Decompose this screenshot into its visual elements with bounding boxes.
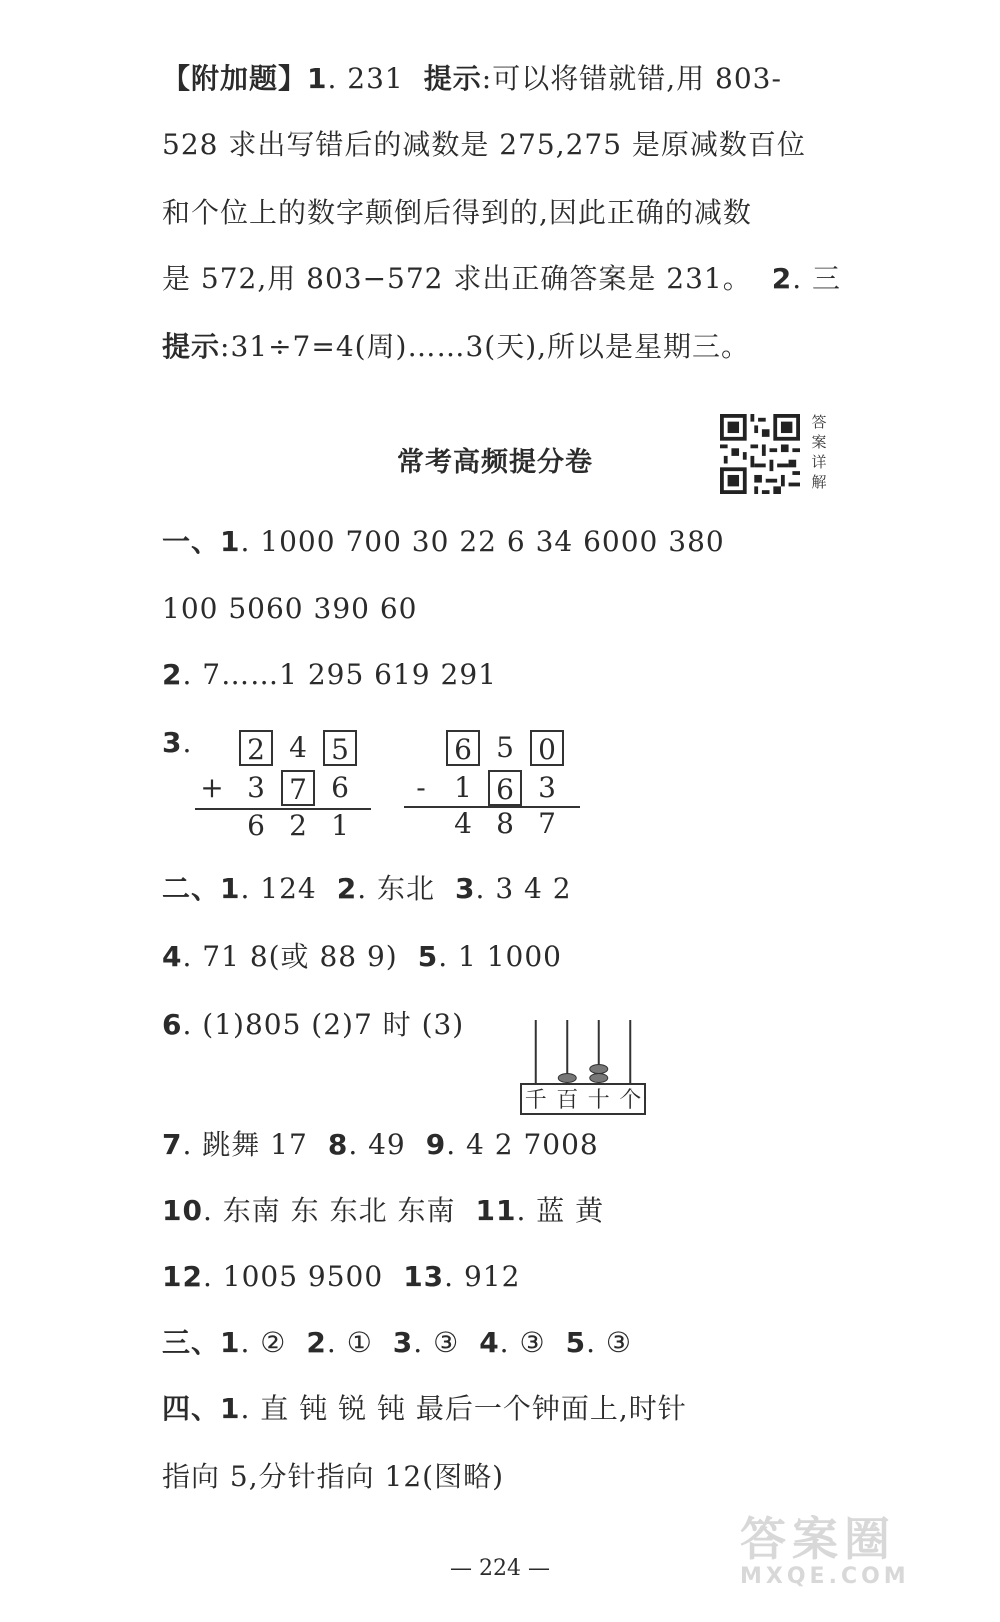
add-result-digit-2: 2	[289, 809, 307, 842]
hint-label: 提示	[423, 62, 482, 95]
q-number: 2	[771, 262, 793, 295]
s1-line-3	[162, 658, 497, 692]
s2-line-6	[162, 1260, 520, 1294]
q-number: 4	[479, 1326, 500, 1359]
section-label: 四、	[162, 1392, 221, 1425]
s2-line-5	[162, 1194, 604, 1228]
s4-line-2: 指向 5,分针指向 12(图略)	[162, 1460, 504, 1493]
q-number: 13	[403, 1260, 445, 1293]
sub-top-digit-1: 6	[446, 730, 480, 768]
sub-result-digit-3: 7	[538, 807, 556, 840]
qr-caption: 答案详解	[811, 413, 827, 491]
q-number: 10	[162, 1194, 203, 1227]
section-label: 二、	[162, 872, 221, 905]
answer-text: . 东北	[357, 872, 436, 905]
sub-mid-digit-1: 1	[454, 771, 472, 804]
q-number: 1	[220, 1326, 241, 1359]
q-number: 2	[336, 872, 358, 905]
abacus-bead	[590, 1074, 608, 1083]
bonus-line-1	[162, 62, 782, 96]
s2-line-1	[162, 872, 572, 906]
abacus-bead	[558, 1074, 576, 1083]
answer-text: . 1000 700 30 22 6 34 6000 380	[240, 525, 725, 558]
q-number: 7	[162, 1128, 183, 1161]
answer-text: . 7……1 295 619 291	[182, 658, 497, 691]
add-top-digit-3: 5	[323, 730, 357, 768]
answer-text: . 直 钝 锐 钝 最后一个钟面上,时针	[240, 1392, 687, 1425]
bonus-line-2: 528 求出写错后的减数是 275,275 是原减数百位	[162, 128, 806, 161]
add-top-digit-2: 4	[289, 731, 307, 764]
add-result-digit-1: 6	[247, 809, 265, 842]
hint-text: :31÷7=4(周)……3(天),所以是星期三。	[220, 330, 751, 363]
q-number: 2	[162, 658, 183, 691]
abacus-place-label: 个	[619, 1088, 642, 1113]
watermark-text: 答案圈	[740, 1512, 896, 1566]
q-number: 12	[162, 1260, 203, 1293]
answer-text: . (1)805 (2)7 时 (3)	[182, 1008, 465, 1041]
qr-code-icon[interactable]	[720, 414, 800, 494]
answer-text: . 912	[444, 1260, 521, 1293]
s1-q3-number	[162, 726, 192, 760]
answer-text: . 蓝 黄	[516, 1194, 605, 1227]
answer-text: . ①	[326, 1326, 373, 1359]
add-mid-digit-3: 6	[331, 771, 349, 804]
s1-line-2: 100 5060 390 60	[162, 592, 418, 625]
q-number: 5	[417, 940, 439, 973]
answer-text: . 124	[240, 872, 317, 905]
answer-text: . ③	[413, 1326, 460, 1359]
abacus-place-label: 千	[524, 1088, 547, 1113]
q-number: 1	[220, 525, 241, 558]
add-mid-digit-1: 3	[247, 771, 265, 804]
answer-text: . 49	[348, 1128, 406, 1161]
hint-text: 是 572,用 803−572 求出正确答案是 231。	[162, 262, 752, 295]
bonus-line-3: 和个位上的数字颠倒后得到的,因此正确的减数	[162, 196, 752, 229]
add-top-digit-1: 2	[239, 730, 273, 768]
watermark-logo	[740, 1514, 970, 1594]
q-number: 9	[425, 1128, 447, 1161]
answer-text: . 三	[792, 262, 842, 295]
q-number: 8	[327, 1128, 349, 1161]
answer-text: . 231	[327, 62, 404, 95]
q-number: 1	[220, 872, 241, 905]
bonus-heading: 【附加题】	[162, 62, 308, 95]
s3-line-1	[162, 1326, 632, 1360]
q-number: 3	[392, 1326, 414, 1359]
q-number: 5	[565, 1326, 587, 1359]
s2-line-3	[162, 1008, 464, 1042]
abacus-place-label: 十	[587, 1088, 610, 1113]
add-result-digit-3: 1	[331, 809, 349, 842]
answer-text: . 71 8(或 88 9)	[182, 940, 398, 973]
answer-text: . ③	[586, 1326, 632, 1359]
answer-text: . ②	[240, 1326, 287, 1359]
q-number: 11	[475, 1194, 517, 1227]
q-number: 3	[162, 726, 183, 759]
sub-top-digit-2: 5	[496, 731, 514, 764]
section-label: 三、	[162, 1326, 221, 1359]
hint-text: :可以将错就错,用 803-	[481, 62, 782, 95]
answer-text: . ③	[499, 1326, 546, 1359]
s4-line-1	[162, 1392, 687, 1426]
add-operator: +	[200, 771, 224, 804]
q-number: 6	[162, 1008, 183, 1041]
watermark-url: MXQE.COM	[740, 1564, 910, 1589]
q-number: 3	[455, 872, 476, 905]
section-title: 常考高频提分卷	[397, 447, 593, 478]
sub-result-digit-1: 4	[454, 807, 472, 840]
answer-text: . 1005 9500	[202, 1260, 384, 1293]
add-mid-digit-2: 7	[281, 770, 315, 808]
q-dot: .	[182, 726, 193, 759]
sub-mid-digit-3: 3	[538, 771, 556, 804]
section-label: 一、	[162, 525, 221, 558]
bonus-line-4	[162, 262, 841, 296]
q-number: 4	[162, 940, 183, 973]
sub-operator: -	[416, 771, 426, 804]
answer-text: . 4 2 7008	[446, 1128, 599, 1161]
abacus-diagram	[520, 1020, 646, 1116]
abacus-bead	[590, 1065, 608, 1074]
s1-line-1	[162, 525, 725, 559]
sub-mid-digit-2: 6	[488, 770, 522, 808]
answer-text: . 1 1000	[438, 940, 562, 973]
answer-text: . 东南 东 东北 东南	[202, 1194, 456, 1227]
abacus-place-label: 百	[556, 1088, 579, 1113]
q-number: 1	[307, 62, 328, 95]
bonus-line-5	[162, 330, 750, 364]
s2-line-4	[162, 1128, 599, 1162]
page-number: — 224 —	[450, 1556, 550, 1581]
s2-line-2	[162, 940, 562, 974]
hint-label: 提示	[162, 330, 221, 363]
q-number: 2	[306, 1326, 327, 1359]
sub-result-digit-2: 8	[496, 807, 514, 840]
sub-top-digit-3: 0	[530, 730, 564, 768]
answer-text: . 跳舞 17	[182, 1128, 308, 1161]
q-number: 1	[220, 1392, 241, 1425]
answer-text: . 3 4 2	[475, 872, 572, 905]
